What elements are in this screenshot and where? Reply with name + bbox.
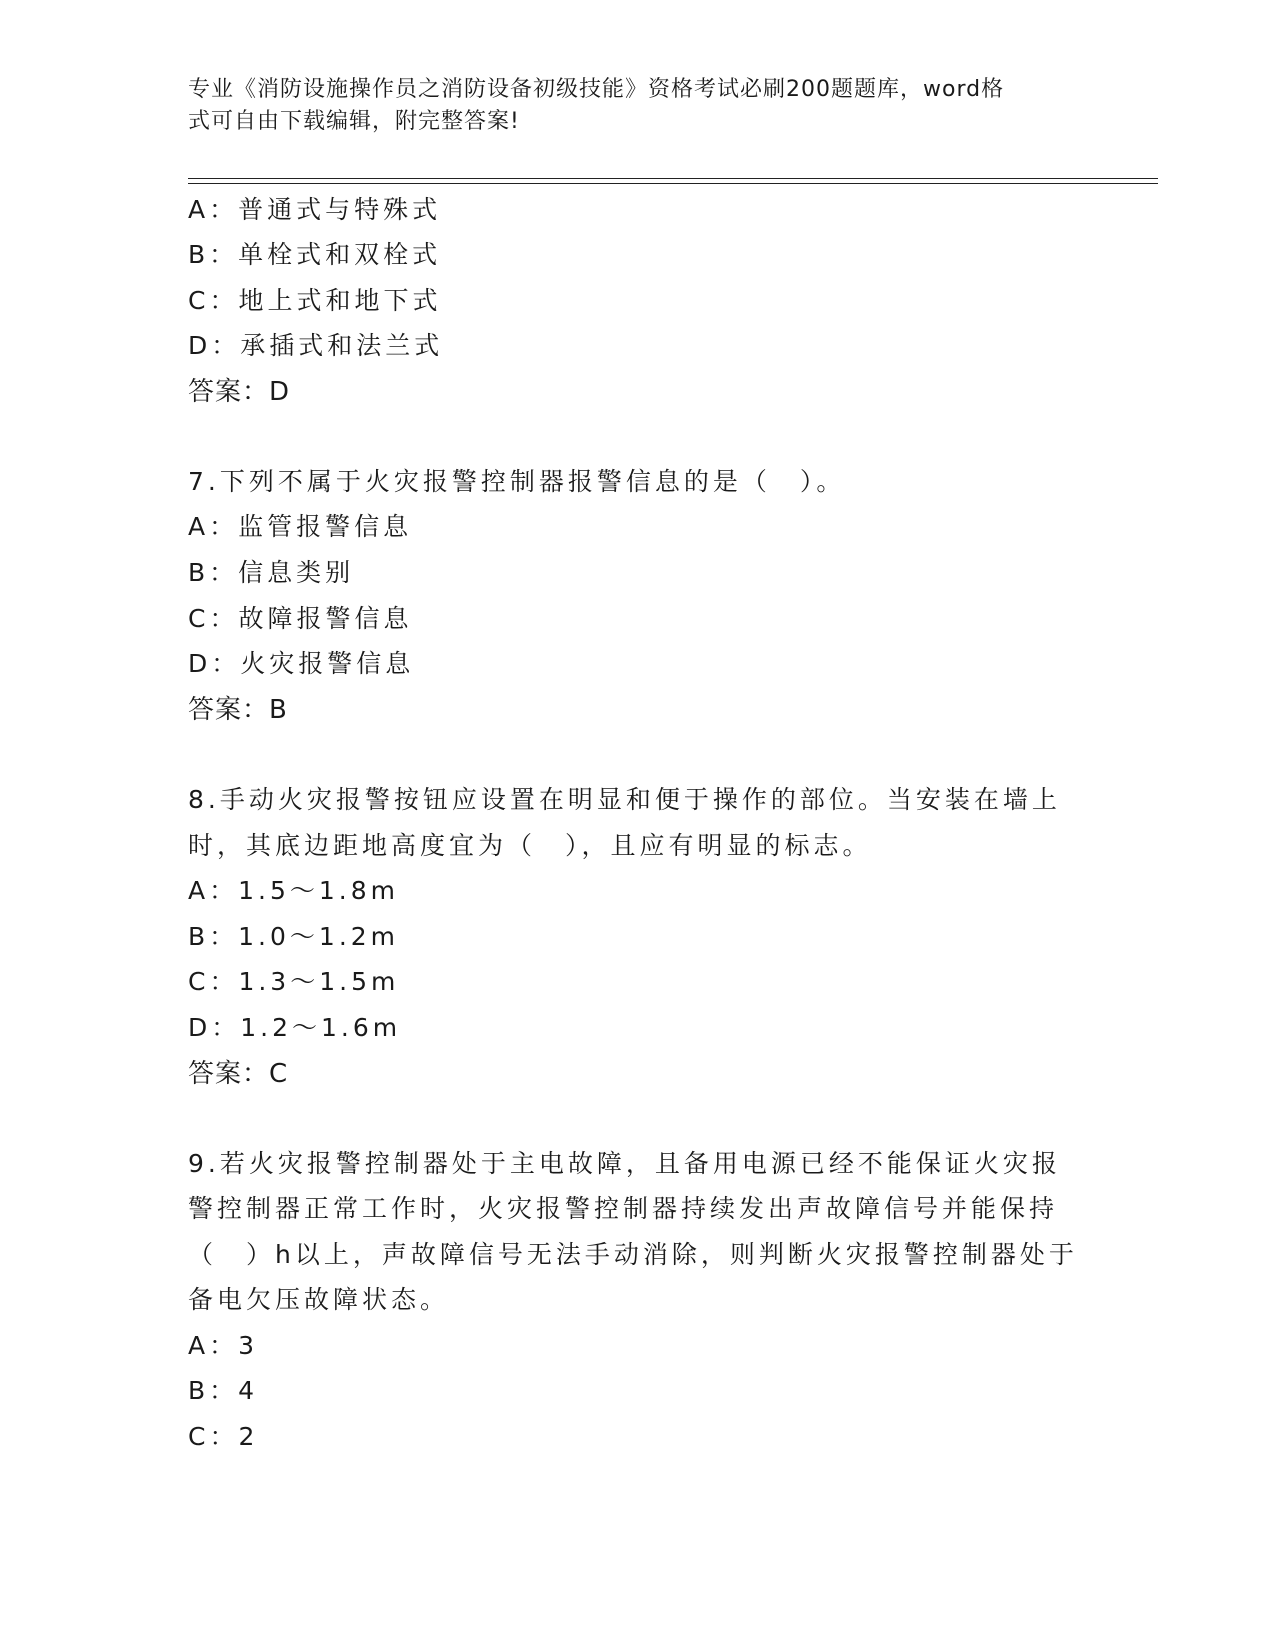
q8-option-a: A：1.5～1.8m: [188, 876, 399, 905]
header-line-1: 专业《消防设施操作员之消防设备初级技能》资格考试必刷200题题库，word格: [188, 77, 1005, 102]
q7-option-b: B：信息类别: [188, 558, 355, 587]
q8-stem-line-2: 时，其底边距地高度宜为（ ），且应有明显的标志。: [188, 831, 872, 860]
q9-stem-line-4: 备电欠压故障状态。: [188, 1285, 450, 1314]
q9-stem-line-3: （ ）h以上，声故障信号无法手动消除，则判断火灾报警控制器处于: [188, 1240, 1078, 1269]
q8-option-b: B：1.0～1.2m: [188, 922, 400, 951]
q6-option-c: C：地上式和地下式: [188, 286, 442, 315]
q8-answer: 答案：C: [188, 1059, 289, 1089]
header-divider-top: [188, 178, 1158, 179]
q7-answer: 答案：B: [188, 695, 288, 725]
q6-option-a: A：普通式与特殊式: [188, 195, 442, 224]
q8-option-c: C：1.3～1.5m: [188, 967, 400, 996]
q8-stem-line-1: 8.手动火灾报警按钮应设置在明显和便于操作的部位。当安装在墙上: [188, 785, 1061, 814]
q7-stem: 7.下列不属于火灾报警控制器报警信息的是（ ）。: [188, 467, 846, 496]
q9-stem-line-2: 警控制器正常工作时，火灾报警控制器持续发出声故障信号并能保持: [188, 1194, 1059, 1223]
q6-answer: 答案：D: [188, 377, 291, 407]
q6-option-d: D：承插式和法兰式: [188, 331, 444, 360]
header-line-2: 式可自由下载编辑，附完整答案!: [188, 109, 520, 134]
q9-option-c: C：2: [188, 1422, 259, 1451]
q9-option-a: A：3: [188, 1331, 259, 1360]
q8-option-d: D：1.2～1.6m: [188, 1013, 402, 1042]
q9-stem-line-1: 9.若火灾报警控制器处于主电故障，且备用电源已经不能保证火灾报: [188, 1149, 1061, 1178]
q9-option-b: B：4: [188, 1376, 259, 1405]
q7-option-a: A：监管报警信息: [188, 512, 413, 541]
q7-option-d: D：火灾报警信息: [188, 649, 415, 678]
q7-option-c: C：故障报警信息: [188, 604, 413, 633]
q6-option-b: B：单栓式和双栓式: [188, 240, 442, 269]
document-header: [188, 74, 1078, 138]
header-divider-bottom: [188, 183, 1158, 184]
